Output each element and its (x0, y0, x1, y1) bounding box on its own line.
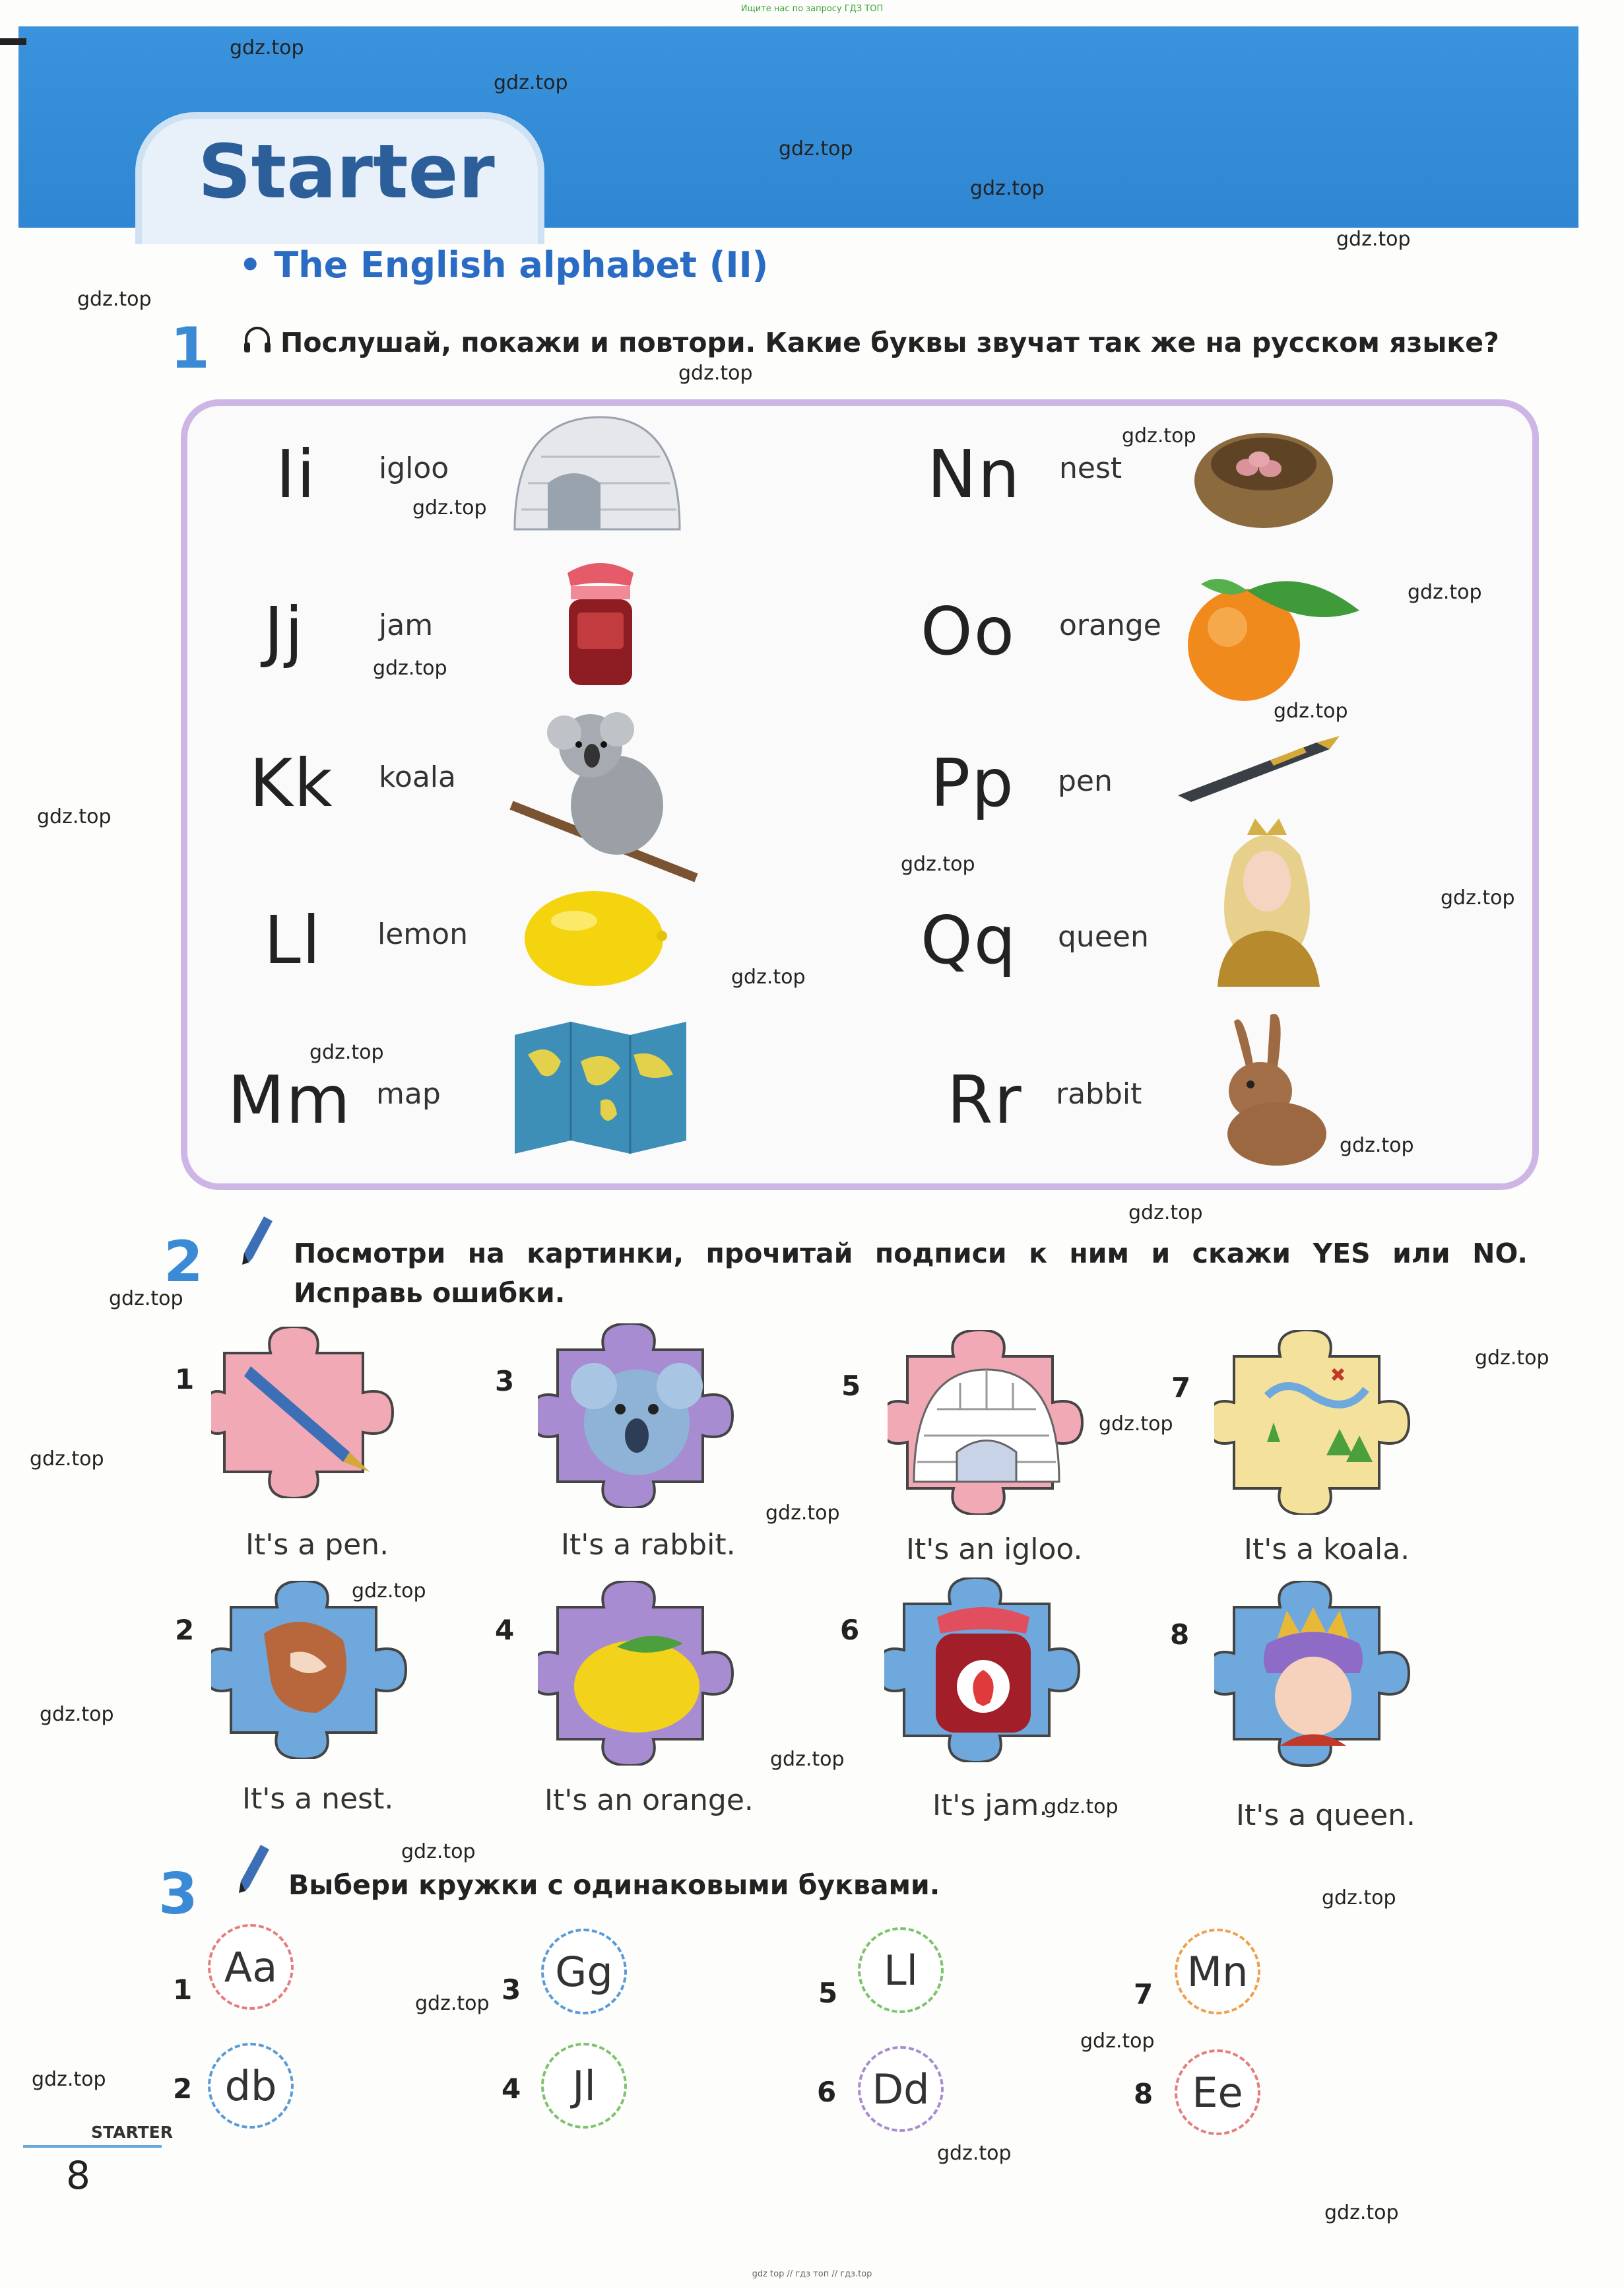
circle-number: 4 (502, 2072, 521, 2105)
letter-circle[interactable]: Dd (858, 2046, 944, 2132)
item-number: 3 (495, 1365, 515, 1397)
watermark: gdz.top (109, 1287, 183, 1310)
pencil-icon (241, 1213, 274, 1269)
watermark: gdz.top (1324, 2201, 1399, 2224)
caption: It's a pen. (245, 1528, 389, 1562)
caption: It's a rabbit. (561, 1528, 736, 1562)
top-note: Ищите нас по запросу ГДЗ ТОП (740, 4, 884, 14)
watermark: gdz.top (1336, 228, 1411, 251)
watermark: gdz.top (937, 2142, 1012, 2165)
orange-icon (1175, 571, 1366, 703)
word-koala: koala (379, 760, 456, 794)
word-rabbit: rabbit (1056, 1077, 1142, 1111)
letter-ii: Ii (276, 436, 317, 513)
watermark: gdz.top (309, 1041, 384, 1064)
exercise-1-number: 1 (170, 315, 210, 381)
caption: It's jam. (932, 1789, 1049, 1822)
watermark: gdz.top (1441, 886, 1515, 910)
watermark: gdz.top (412, 496, 487, 519)
puzzle-igloo-icon (888, 1330, 1086, 1515)
circle-number: 1 (173, 1973, 193, 2006)
igloo-icon (502, 404, 686, 536)
watermark: gdz.top (901, 853, 975, 876)
watermark: gdz.top (1099, 1412, 1173, 1436)
rabbit-icon (1208, 1009, 1326, 1167)
watermark: gdz.top (779, 137, 853, 160)
exercise-1-instruction: Послушай, покажи и повтори. Какие буквы звучат так же на русском языке? (280, 327, 1499, 358)
caption: It's an orange. (544, 1783, 754, 1817)
item-number: 6 (840, 1614, 860, 1646)
puzzle-queen-icon (1214, 1581, 1412, 1772)
lemon-icon (518, 884, 670, 990)
circle-number: 2 (173, 2072, 193, 2105)
letter-mm: Mm (228, 1061, 352, 1139)
watermark: gdz.top (1274, 700, 1348, 723)
word-pen: pen (1058, 764, 1113, 798)
page-title: Starter (198, 129, 495, 215)
letter-ll: Ll (264, 902, 322, 979)
circle-number: 6 (817, 2076, 837, 2108)
watermark: gdz.top (230, 36, 304, 59)
puzzle-map-icon (1214, 1330, 1412, 1515)
watermark: gdz.top (731, 966, 806, 989)
watermark: gdz.top (1128, 1201, 1203, 1224)
watermark: gdz.top (373, 657, 447, 680)
caption: It's a queen. (1236, 1799, 1416, 1832)
exercise-2-number: 2 (164, 1229, 203, 1295)
queen-icon (1208, 815, 1326, 987)
letter-rr: Rr (947, 1061, 1023, 1139)
exercise-3-instruction: Выбери кружки с одинаковыми буквами. (288, 1869, 940, 1901)
circle-number: 3 (502, 1973, 521, 2006)
watermark: gdz.top (30, 1447, 104, 1471)
letter-circle[interactable]: Aa (208, 1924, 294, 2010)
item-number: 5 (841, 1370, 861, 1402)
watermark: gdz.top (415, 1992, 490, 2015)
watermark: gdz.top (32, 2068, 106, 2091)
exercise-2-instruction-line1: Посмотри на картинки, прочитай подписи к ним и скажи YES или NO. (294, 1238, 1528, 1269)
puzzle-rabbit-icon (211, 1581, 409, 1759)
puzzle-jam-icon (884, 1577, 1082, 1762)
pencil-icon (238, 1841, 271, 1897)
koala-icon (505, 706, 703, 884)
letter-pp: Pp (930, 745, 1015, 822)
watermark: gdz.top (40, 1703, 114, 1726)
caption: It's a nest. (242, 1782, 394, 1816)
word-nest: nest (1059, 451, 1122, 485)
puzzle-pen-icon (211, 1327, 396, 1498)
jam-jar-icon (561, 553, 640, 692)
map-icon (515, 1022, 686, 1154)
headphones-icon (241, 323, 274, 359)
word-map: map (376, 1077, 441, 1111)
item-number: 4 (495, 1614, 515, 1646)
corner-mark (0, 38, 26, 45)
letter-circle[interactable]: Ll (858, 1927, 944, 2013)
letter-circle[interactable]: Ee (1175, 2049, 1260, 2135)
bottom-note: gdz top // гдз топ // гдз.top (752, 2269, 872, 2279)
nest-icon (1188, 408, 1340, 533)
item-number: 1 (175, 1363, 195, 1395)
letter-kk: Kk (249, 745, 334, 822)
watermark: gdz.top (494, 71, 568, 94)
letter-nn: Nn (927, 436, 1022, 513)
exercise-3-number: 3 (158, 1861, 198, 1927)
word-orange: orange (1059, 609, 1161, 642)
letter-circle[interactable]: db (208, 2043, 294, 2129)
word-lemon: lemon (377, 917, 468, 951)
pen-icon (1171, 733, 1343, 805)
letter-oo: Oo (921, 593, 1016, 670)
word-jam: jam (379, 609, 434, 642)
watermark: gdz.top (1044, 1795, 1119, 1818)
watermark: gdz.top (770, 1748, 845, 1771)
circle-number: 8 (1134, 2078, 1153, 2110)
watermark: gdz.top (678, 362, 753, 385)
watermark: gdz.top (37, 805, 112, 828)
section-subtitle: • The English alphabet (II) (239, 244, 769, 286)
puzzle-lemon-icon (538, 1581, 736, 1766)
watermark: gdz.top (1122, 424, 1196, 447)
item-number: 8 (1170, 1618, 1190, 1651)
circle-number: 5 (818, 1977, 838, 2009)
item-number: 7 (1171, 1372, 1191, 1404)
watermark: gdz.top (352, 1579, 426, 1603)
letter-circle[interactable]: Mn (1175, 1929, 1260, 2014)
puzzle-koala-icon (538, 1323, 736, 1508)
caption: It's a koala. (1244, 1533, 1410, 1566)
watermark: gdz.top (1408, 581, 1482, 604)
letter-jj: Jj (264, 593, 305, 670)
watermark: gdz.top (1322, 1886, 1396, 1909)
watermark: gdz.top (77, 288, 152, 311)
watermark: gdz.top (765, 1502, 840, 1525)
page-number: 8 (66, 2153, 90, 2198)
watermark: gdz.top (401, 1840, 476, 1863)
word-igloo: igloo (379, 451, 449, 485)
caption: It's an igloo. (906, 1533, 1083, 1566)
letter-circle[interactable]: Gg (541, 1929, 627, 2014)
item-number: 2 (175, 1614, 195, 1646)
footer-divider (23, 2145, 162, 2148)
word-queen: queen (1058, 920, 1149, 954)
watermark: gdz.top (1080, 2030, 1155, 2053)
watermark: gdz.top (970, 177, 1045, 200)
letter-qq: Qq (921, 902, 1018, 979)
watermark: gdz.top (1475, 1346, 1549, 1370)
watermark: gdz.top (1340, 1134, 1414, 1157)
letter-circle[interactable]: Jl (541, 2043, 627, 2129)
footer-section-label: STARTER (91, 2123, 173, 2142)
circle-number: 7 (1134, 1978, 1153, 2010)
exercise-2-instruction-line2: Исправь ошибки. (294, 1277, 566, 1309)
